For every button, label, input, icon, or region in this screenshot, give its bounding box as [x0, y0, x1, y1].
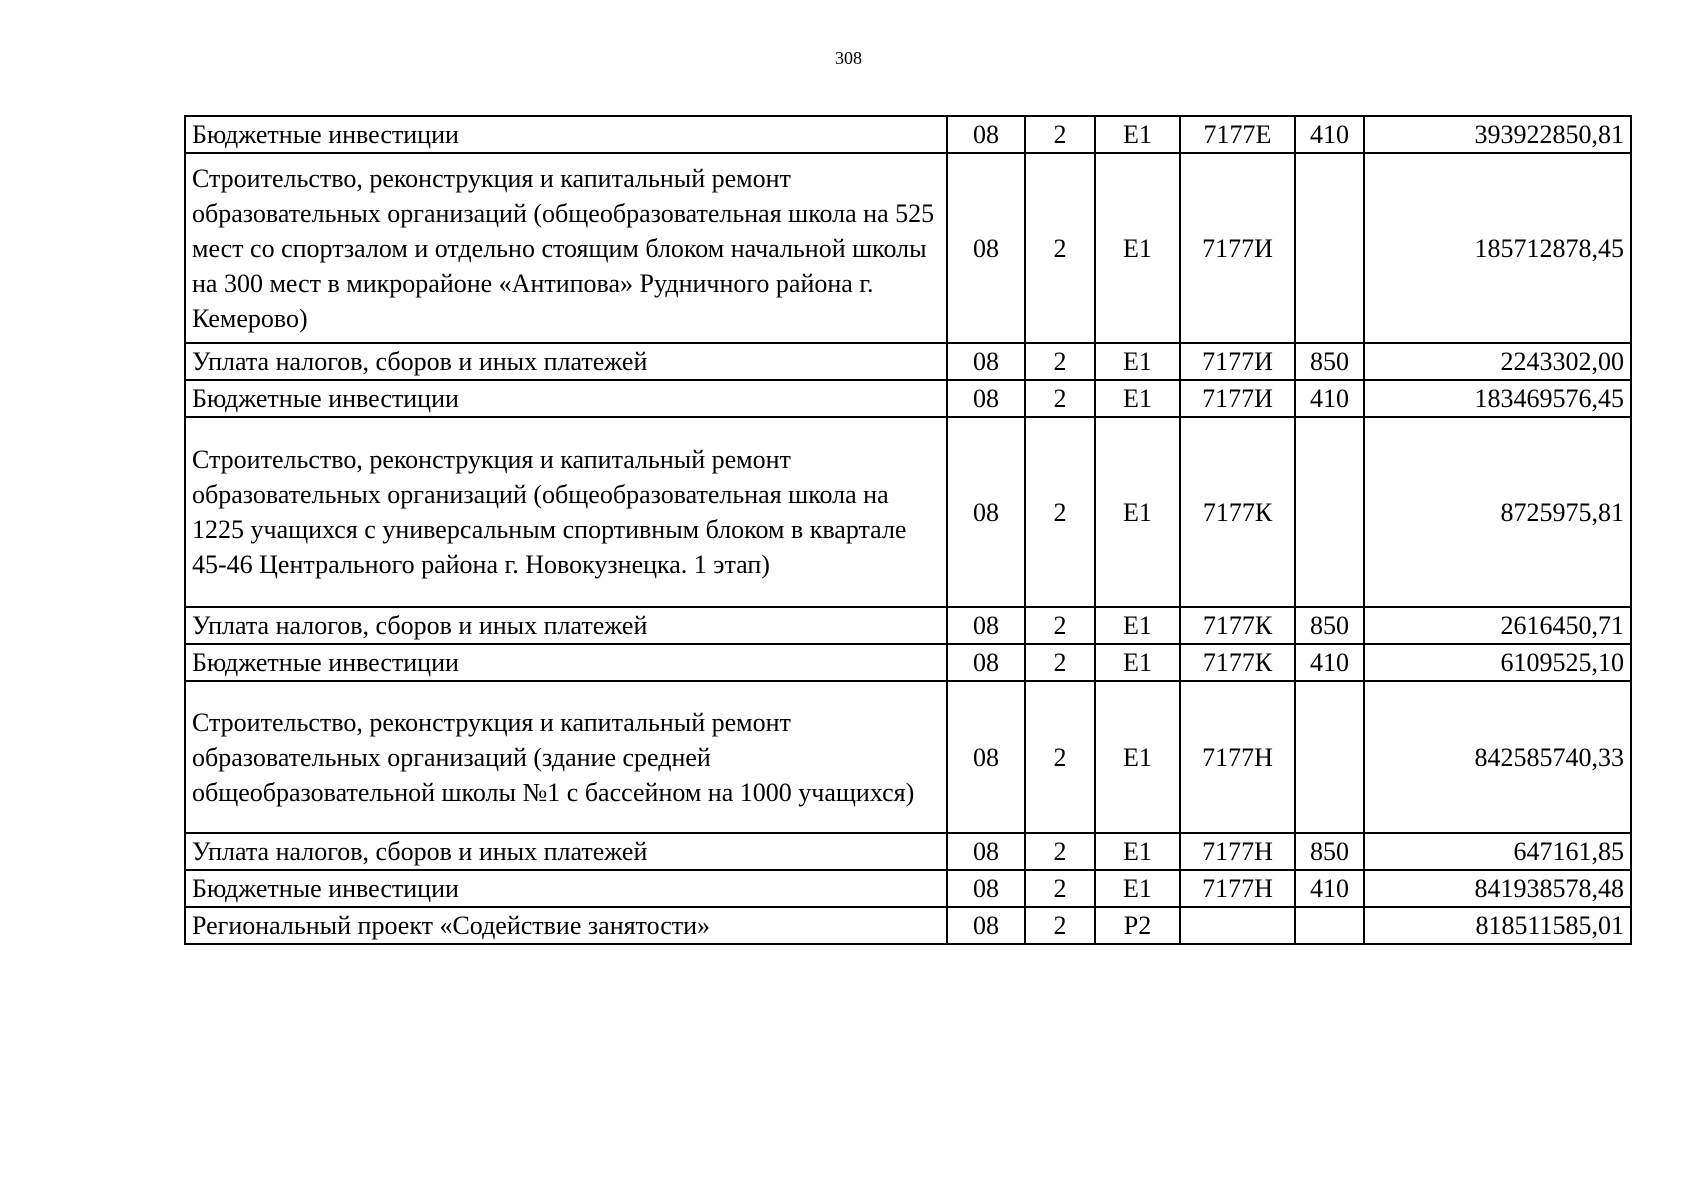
- row-section-code: 08: [947, 116, 1025, 153]
- row-direction-code: 7177Н: [1180, 681, 1295, 833]
- row-amount: 818511585,01: [1364, 907, 1631, 944]
- row-expense-type: 410: [1295, 380, 1364, 417]
- table-row: [185, 644, 1631, 681]
- row-amount: 6109525,10: [1364, 644, 1631, 681]
- row-name: Бюджетные инвестиции: [185, 644, 947, 681]
- row-program-code: 2: [1025, 607, 1095, 644]
- row-project-code: Е1: [1095, 153, 1180, 343]
- row-expense-type: [1295, 907, 1364, 944]
- row-amount: 185712878,45: [1364, 153, 1631, 343]
- row-name: Бюджетные инвестиции: [185, 870, 947, 907]
- row-direction-code: 7177И: [1180, 153, 1295, 343]
- row-name: Строительство, реконструкция и капитальный ремонт образовательных организаций (общеобразовательная школа на 525 мест со спортзалом и отдельно стоящим блоком начальной школы на 300 мест в микрорайоне «Антипова» Рудничного района г. Кемерово): [185, 153, 947, 343]
- row-section-code: 08: [947, 644, 1025, 681]
- page-number: 308: [835, 48, 862, 68]
- row-expense-type: [1295, 681, 1364, 833]
- row-project-code: Е1: [1095, 380, 1180, 417]
- row-amount: 2616450,71: [1364, 607, 1631, 644]
- row-project-code: Е1: [1095, 343, 1180, 380]
- row-section-code: 08: [947, 870, 1025, 907]
- row-name: Уплата налогов, сборов и иных платежей: [185, 607, 947, 644]
- row-expense-type: 850: [1295, 343, 1364, 380]
- table-row: [185, 380, 1631, 417]
- row-name: Уплата налогов, сборов и иных платежей: [185, 343, 947, 380]
- row-program-code: 2: [1025, 644, 1095, 681]
- row-section-code: 08: [947, 343, 1025, 380]
- row-direction-code: 7177И: [1180, 343, 1295, 380]
- row-program-code: 2: [1025, 380, 1095, 417]
- row-direction-code: [1180, 907, 1295, 944]
- row-amount: 647161,85: [1364, 833, 1631, 870]
- table-row: [185, 870, 1631, 907]
- row-expense-type: 410: [1295, 644, 1364, 681]
- row-project-code: Р2: [1095, 907, 1180, 944]
- row-project-code: Е1: [1095, 681, 1180, 833]
- row-project-code: Е1: [1095, 116, 1180, 153]
- row-direction-code: 7177Н: [1180, 833, 1295, 870]
- row-program-code: 2: [1025, 870, 1095, 907]
- row-name: Бюджетные инвестиции: [185, 116, 947, 153]
- table-row: [185, 907, 1631, 944]
- row-name: Строительство, реконструкция и капитальный ремонт образовательных организаций (общеобразовательная школа на 1225 учащихся с универсальным спортивным блоком в квартале 45-46 Центрального района г. Новокузнецка. 1 этап): [185, 417, 947, 607]
- table-row: [185, 417, 1631, 607]
- row-direction-code: 7177К: [1180, 644, 1295, 681]
- row-program-code: 2: [1025, 153, 1095, 343]
- row-program-code: 2: [1025, 681, 1095, 833]
- row-expense-type: 850: [1295, 833, 1364, 870]
- row-direction-code: 7177Н: [1180, 870, 1295, 907]
- row-amount: 8725975,81: [1364, 417, 1631, 607]
- table-row: [185, 681, 1631, 833]
- row-section-code: 08: [947, 380, 1025, 417]
- row-expense-type: 410: [1295, 870, 1364, 907]
- row-section-code: 08: [947, 681, 1025, 833]
- row-amount: 2243302,00: [1364, 343, 1631, 380]
- table-row: [185, 153, 1631, 343]
- row-direction-code: 7177Е: [1180, 116, 1295, 153]
- row-project-code: Е1: [1095, 833, 1180, 870]
- row-expense-type: 410: [1295, 116, 1364, 153]
- row-program-code: 2: [1025, 907, 1095, 944]
- row-expense-type: [1295, 417, 1364, 607]
- row-expense-type: 850: [1295, 607, 1364, 644]
- row-name: Уплата налогов, сборов и иных платежей: [185, 833, 947, 870]
- row-program-code: 2: [1025, 343, 1095, 380]
- row-name: Строительство, реконструкция и капитальный ремонт образовательных организаций (здание средней общеобразовательной школы №1 с бассейном на 1000 учащихся): [185, 681, 947, 833]
- row-direction-code: 7177К: [1180, 607, 1295, 644]
- row-program-code: 2: [1025, 116, 1095, 153]
- budget-table: [184, 115, 1632, 945]
- row-expense-type: [1295, 153, 1364, 343]
- row-direction-code: 7177И: [1180, 380, 1295, 417]
- row-name: Бюджетные инвестиции: [185, 380, 947, 417]
- row-project-code: Е1: [1095, 644, 1180, 681]
- row-amount: 393922850,81: [1364, 116, 1631, 153]
- row-name: Региональный проект «Содействие занятости»: [185, 907, 947, 944]
- table-row: [185, 343, 1631, 380]
- table-row: [185, 833, 1631, 870]
- row-section-code: 08: [947, 833, 1025, 870]
- row-section-code: 08: [947, 417, 1025, 607]
- row-amount: 842585740,33: [1364, 681, 1631, 833]
- row-project-code: Е1: [1095, 870, 1180, 907]
- row-program-code: 2: [1025, 417, 1095, 607]
- row-section-code: 08: [947, 607, 1025, 644]
- row-program-code: 2: [1025, 833, 1095, 870]
- row-project-code: Е1: [1095, 607, 1180, 644]
- row-section-code: 08: [947, 907, 1025, 944]
- row-amount: 183469576,45: [1364, 380, 1631, 417]
- row-direction-code: 7177К: [1180, 417, 1295, 607]
- table-row: [185, 607, 1631, 644]
- row-section-code: 08: [947, 153, 1025, 343]
- table-row: [185, 116, 1631, 153]
- row-project-code: Е1: [1095, 417, 1180, 607]
- row-amount: 841938578,48: [1364, 870, 1631, 907]
